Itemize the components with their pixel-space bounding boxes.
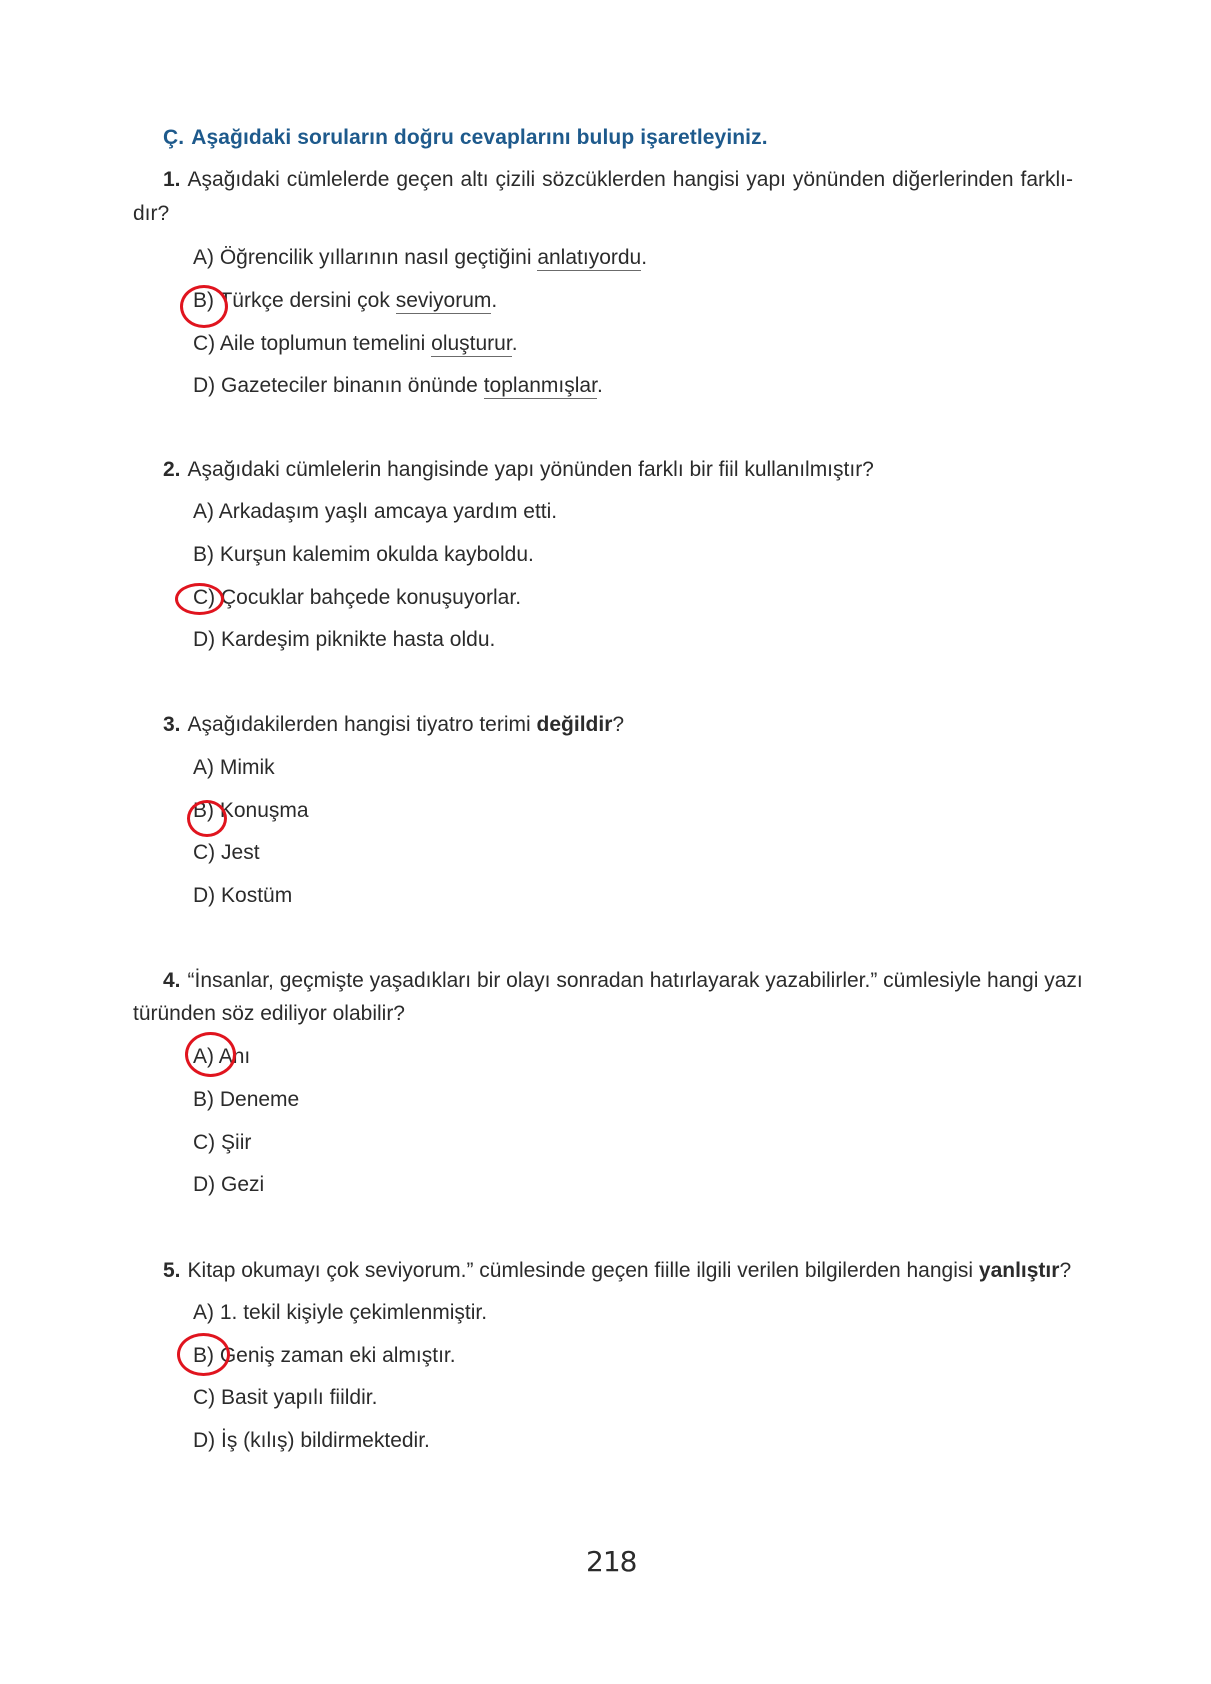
question-keyword: değildir: [536, 713, 613, 736]
question-number: 2.: [163, 458, 181, 481]
q2-option-d[interactable]: [193, 628, 495, 652]
question-text: Aşağıdaki cümlelerin hangisinde yapı yönünden farklı bir fiil kullanılmıştır?: [187, 458, 874, 481]
question-1-stem-cont: [133, 202, 169, 226]
question-4-stem: [163, 969, 1083, 993]
option-text: Deneme: [219, 1088, 300, 1111]
option-text: Kurşun kalemim okulda kayboldu.: [219, 543, 534, 566]
q4-option-c[interactable]: [193, 1131, 251, 1155]
question-5-stem: [163, 1259, 1071, 1283]
option-text: Şiir: [221, 1131, 252, 1154]
underlined-word: oluşturur: [431, 332, 512, 355]
question-punct: ?: [1059, 1259, 1072, 1282]
question-4-stem-cont: [133, 1002, 405, 1026]
question-number: 1.: [163, 168, 181, 191]
option-text: Arkadaşım yaşlı amcaya yardım etti.: [218, 500, 558, 523]
question-3-stem: [163, 713, 624, 737]
option-label: D): [193, 628, 216, 651]
option-text: 1. tekil kişiyle çekimlenmiştir.: [219, 1301, 488, 1324]
option-label: A): [193, 1301, 214, 1324]
option-label: A): [193, 500, 214, 523]
q1-option-d[interactable]: [193, 374, 603, 398]
option-text: Öğrencilik yıllarının nasıl geçtiğini: [219, 246, 532, 269]
question-text: Aşağıdakilerden hangisi tiyatro terimi: [187, 713, 531, 736]
option-punct: .: [596, 374, 603, 397]
option-text: Geniş zaman eki almıştır.: [219, 1344, 456, 1367]
option-text: Aile toplumun temelini: [219, 332, 426, 355]
option-text: Mimik: [219, 756, 275, 779]
q3-option-a[interactable]: [193, 756, 275, 780]
option-punct: .: [511, 332, 518, 355]
option-label: A): [193, 756, 214, 779]
option-text: İş (kılış) bildirmektedir.: [221, 1429, 430, 1452]
option-punct: .: [641, 246, 648, 269]
option-punct: .: [491, 289, 498, 312]
option-label: B): [193, 1088, 214, 1111]
option-label: B): [193, 289, 214, 312]
question-punct: ?: [612, 713, 625, 736]
question-text: “İnsanlar, geçmişte yaşadıkları bir olayı sonradan hatırlayarak yazabilirler.” cümlesiyle hangi yazı: [187, 969, 1083, 992]
option-label: C): [193, 586, 216, 609]
question-number: 3.: [163, 713, 181, 736]
question-text: Kitap okumayı çok seviyorum.” cümlesinde geçen fiille ilgili verilen bilgilerden hangisi: [187, 1259, 974, 1282]
option-label: A): [193, 246, 214, 269]
q3-option-c[interactable]: [193, 841, 260, 865]
question-text: Aşağıdaki cümlelerde geçen altı çizili sözcüklerden hangisi yapı yönünden diğerlerinden farklı-: [187, 168, 1073, 191]
option-label: B): [193, 543, 214, 566]
option-text: Jest: [221, 841, 260, 864]
q4-option-d[interactable]: [193, 1173, 264, 1197]
section-title: Aşağıdaki soruların doğru cevaplarını bulup işaretleyiniz.: [191, 126, 768, 149]
q5-option-b[interactable]: [193, 1344, 456, 1368]
q5-option-a[interactable]: [193, 1301, 487, 1325]
option-text: Gezi: [221, 1173, 265, 1196]
option-text: Kardeşim piknikte hasta oldu.: [221, 628, 496, 651]
section-letter: Ç.: [163, 126, 185, 149]
option-text: Basit yapılı fiildir.: [221, 1386, 378, 1409]
option-text: Gazeteciler binanın önünde: [221, 374, 478, 397]
question-number: 5.: [163, 1259, 181, 1282]
q3-option-d[interactable]: [193, 884, 292, 908]
q5-option-c[interactable]: [193, 1386, 377, 1410]
q2-option-c[interactable]: [193, 586, 521, 610]
option-label: B): [193, 1344, 214, 1367]
underlined-word: toplanmışlar: [483, 374, 597, 397]
q1-option-c[interactable]: [193, 332, 518, 356]
q1-option-a[interactable]: [193, 246, 647, 270]
question-text-cont: türünden söz ediliyor olabilir?: [133, 1002, 405, 1025]
question-2-stem: [163, 458, 874, 482]
question-keyword: yanlıştır: [978, 1259, 1060, 1282]
section-heading: [163, 126, 768, 150]
option-text: Konuşma: [219, 799, 309, 822]
question-text-cont: dır?: [133, 202, 170, 225]
q2-option-b[interactable]: [193, 543, 534, 567]
option-text: Çocuklar bahçede konuşuyorlar.: [221, 586, 522, 609]
q4-option-b[interactable]: [193, 1088, 299, 1112]
q1-option-b[interactable]: [193, 289, 497, 313]
question-1-stem: [163, 168, 1073, 192]
option-label: A): [193, 1045, 214, 1068]
option-text: Türkçe dersini çok: [219, 289, 390, 312]
q3-option-b[interactable]: [193, 799, 309, 823]
q5-option-d[interactable]: [193, 1429, 430, 1453]
option-label: C): [193, 332, 216, 355]
option-text: Anı: [218, 1045, 251, 1068]
option-label: D): [193, 884, 216, 907]
option-label: C): [193, 841, 216, 864]
option-label: D): [193, 1173, 216, 1196]
underlined-word: seviyorum: [395, 289, 492, 312]
page-number: 218: [586, 1545, 637, 1578]
option-label: D): [193, 1429, 216, 1452]
question-number: 4.: [163, 969, 181, 992]
option-label: B): [193, 799, 214, 822]
option-label: D): [193, 374, 216, 397]
option-label: C): [193, 1386, 216, 1409]
underlined-word: anlatıyordu: [537, 246, 642, 269]
q4-option-a[interactable]: [193, 1045, 250, 1069]
option-text: Kostüm: [221, 884, 293, 907]
option-label: C): [193, 1131, 216, 1154]
q2-option-a[interactable]: [193, 500, 557, 524]
